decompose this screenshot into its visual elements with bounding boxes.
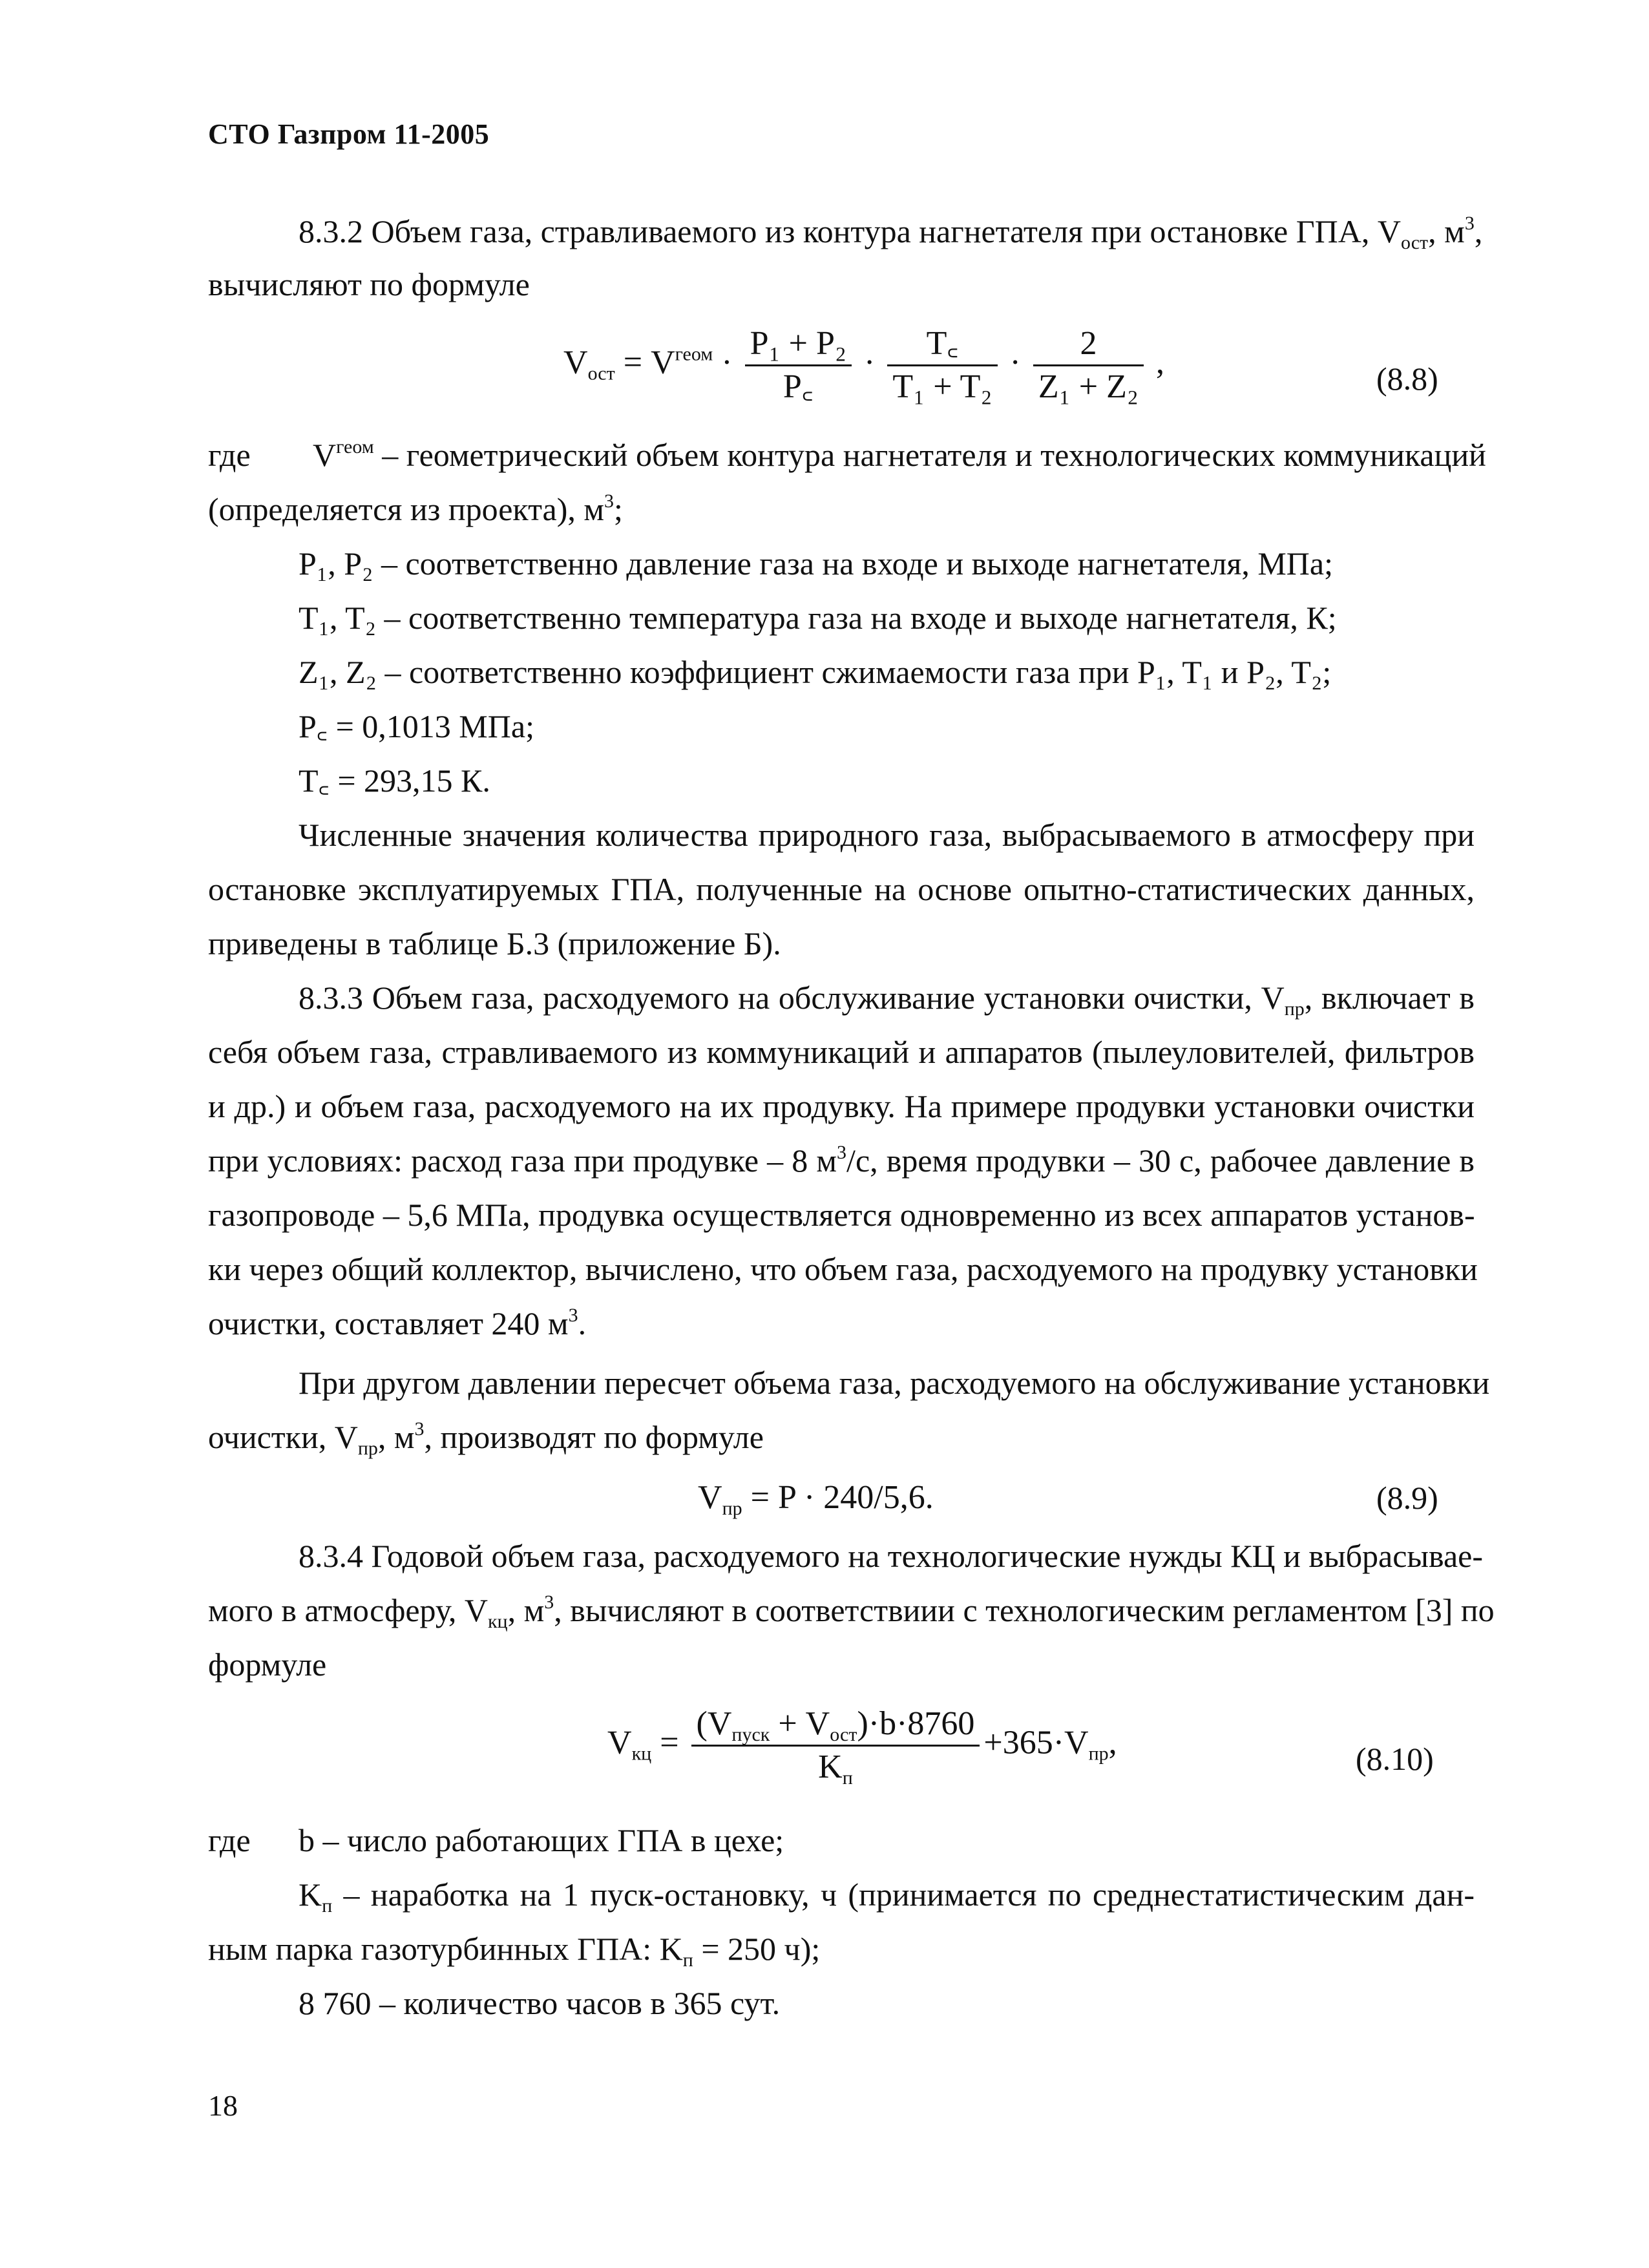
formula-8-9 [698, 1478, 934, 1517]
document-header: СТО Газпром 11-2005 [208, 118, 490, 150]
text: при условиях: расход газа при продувке – 8 м [208, 1142, 837, 1179]
text: , м [377, 1419, 415, 1455]
subscript: п [322, 1895, 333, 1916]
operator: · [856, 344, 884, 381]
text: очистки, V [208, 1419, 358, 1455]
where-pc: P꜀ = 0,1013 МПа; [299, 708, 534, 744]
other-pressure-line-2 [208, 1418, 764, 1459]
fraction-pressure [745, 323, 852, 408]
where-pressure: P₁, P₂ – соответственно давление газа на входе и выходе нагнетателя, МПа; [299, 545, 1333, 582]
formula-symbol: V [563, 344, 588, 381]
where-kp-cont [208, 1929, 821, 1971]
subscript: пр [722, 1498, 742, 1519]
sec-8-3-4-line-2 [208, 1591, 1495, 1632]
sec-8-3-3-line-6: ки через общий коллектор, вычислено, что объем газа, расходуемого на продувку установки [208, 1251, 1478, 1287]
denominator: Z₁ + Z₂ [1038, 368, 1139, 405]
text: (определяется из проекта), м [208, 491, 605, 527]
where-hours: 8 760 – количество часов в 365 сут. [299, 1985, 781, 2021]
where-geom-volume-cont [208, 490, 623, 529]
formula-symbol: V [607, 1724, 632, 1761]
text: /с, время продувки – 30 с, рабочее давление в [846, 1142, 1475, 1179]
text: 8.3.3 Объем газа, расходуемого на обслуживание установки очистки, V [299, 980, 1285, 1016]
superscript: 3 [568, 1305, 578, 1326]
subscript: ост [1400, 232, 1429, 253]
text: , включает в [1304, 980, 1475, 1016]
sec-8-3-3-line-2: себя объем газа, стравливаемого из коммуникаций и аппаратов (пылеуловителей, фильтров [208, 1034, 1475, 1070]
equation-number-8-9: (8.9) [1376, 1480, 1438, 1516]
symbol: K [299, 1876, 322, 1913]
other-pressure-line-1: При другом давлении пересчет объема газа, расходуемого на обслуживание установки [299, 1365, 1490, 1401]
formula-symbol: V [698, 1479, 722, 1516]
formula-8-10 [607, 1703, 1117, 1788]
sec-8-3-3-line-4 [208, 1141, 1475, 1180]
where-b: b – число работающих ГПА в цехе; [299, 1822, 784, 1858]
where-temperature: T₁, T₂ – соответственно температура газа на входе и выходе нагнетателя, К; [299, 600, 1337, 636]
operator: = [651, 1724, 688, 1761]
where-geom-volume [313, 436, 1486, 474]
subscript: пуск [731, 1724, 770, 1745]
subscript: п [842, 1767, 853, 1789]
text: мого в атмосферу, V [208, 1592, 488, 1628]
text: (V [696, 1705, 732, 1742]
sec-8-3-4-line-3: формуле [208, 1646, 327, 1683]
superscript: геом [675, 343, 713, 365]
values-para-line-2: остановке эксплуатируемых ГПА, полученные на основе опытно-статистических данных, [208, 871, 1475, 907]
superscript: 3 [1464, 213, 1475, 234]
text: 8.3.2 Объем газа, стравливаемого из контура нагнетателя при остановке ГПА, V [299, 213, 1401, 249]
subscript: пр [357, 1438, 378, 1459]
formula-rhs: = P · 240/5,6. [742, 1479, 934, 1516]
numerator: T꜀ [887, 323, 997, 366]
formula-tail: , [1148, 344, 1164, 381]
where-compressibility: Z₁, Z₂ – соответственно коэффициент сжимаемости газа при P₁, T₁ и P₂, T₂; [299, 654, 1332, 690]
page-number: 18 [208, 2089, 238, 2122]
denominator: P꜀ [782, 368, 814, 405]
text: ным парка газотурбинных ГПА: K [208, 1931, 683, 1967]
text: , вычисляют в соответствиии с технологическим регламентом [3] по [554, 1592, 1495, 1628]
superscript: 3 [604, 490, 614, 512]
sec-8-3-3-line-7 [208, 1304, 586, 1343]
denominator: T₁ + T₂ [892, 368, 993, 405]
equation-number-8-10: (8.10) [1356, 1741, 1434, 1777]
text: , м [1428, 213, 1465, 249]
text: , [1108, 1724, 1117, 1761]
subscript: ост [587, 362, 615, 384]
text: – наработка на 1 пуск-остановку, ч (принимается по среднестатистическим дан- [332, 1876, 1475, 1913]
where-label-2: где [208, 1822, 251, 1858]
text: +365·V [983, 1724, 1089, 1761]
subscript: пр [1284, 998, 1305, 1020]
where-tc: T꜀ = 293,15 К. [299, 762, 490, 799]
numerator [691, 1703, 980, 1747]
subscript: п [682, 1949, 693, 1971]
values-para-line-1: Численные значения количества природного газа, выбрасываемого в атмосферу при [299, 817, 1475, 853]
text: , м [507, 1592, 545, 1628]
where-kp [299, 1875, 1475, 1914]
text: , [1474, 213, 1483, 249]
superscript: 3 [544, 1591, 554, 1613]
symbol: V [313, 437, 337, 473]
equation-number-8-8: (8.8) [1376, 361, 1438, 397]
values-para-line-3: приведены в таблице Б.3 (приложение Б). [208, 925, 781, 961]
fraction-compressibility [1033, 323, 1144, 408]
subscript: ост [830, 1724, 857, 1745]
sec-8-3-4-line-1: 8.3.4 Годовой объем газа, расходуемого на технологические нужды КЦ и выбрасывае- [299, 1538, 1483, 1574]
formula-8-8 [563, 323, 1164, 408]
text: . [578, 1305, 587, 1341]
subscript: кц [631, 1743, 652, 1765]
where-label: где [208, 437, 251, 473]
sec-8-3-2-line-2: вычисляют по формуле [208, 266, 530, 302]
text: + V [770, 1705, 830, 1742]
subscript: кц [487, 1611, 508, 1632]
sec-8-3-3-line-5: газопроводе – 5,6 МПа, продувка осуществляется одновременно из всех аппаратов установ- [208, 1197, 1475, 1233]
formula-symbol: = V [614, 344, 675, 381]
fraction-annual [691, 1703, 980, 1788]
text: , производят по формуле [424, 1419, 764, 1455]
sec-8-3-3-line-1 [299, 978, 1475, 1020]
superscript: 3 [837, 1142, 847, 1163]
superscript: геом [336, 436, 374, 457]
numerator: 2 [1033, 323, 1144, 366]
text: ; [614, 491, 623, 527]
text: = 250 ч); [693, 1931, 821, 1967]
superscript: 3 [414, 1418, 425, 1440]
operator: · [713, 344, 741, 381]
fraction-temperature [887, 323, 997, 408]
text: )·b·8760 [857, 1705, 975, 1742]
text: K [818, 1748, 843, 1785]
sec-8-3-2-line-1 [299, 212, 1482, 251]
text: очистки, составляет 240 м [208, 1305, 569, 1341]
operator: · [1001, 344, 1029, 381]
text: – геометрический объем контура нагнетателя и технологических коммуникаций [382, 437, 1486, 473]
sec-8-3-3-line-3: и др.) и объем газа, расходуемого на их продувку. На примере продувки установки очистки [208, 1088, 1475, 1124]
denominator [691, 1747, 980, 1788]
subscript: пр [1088, 1743, 1109, 1765]
numerator: P₁ + P₂ [745, 323, 852, 366]
